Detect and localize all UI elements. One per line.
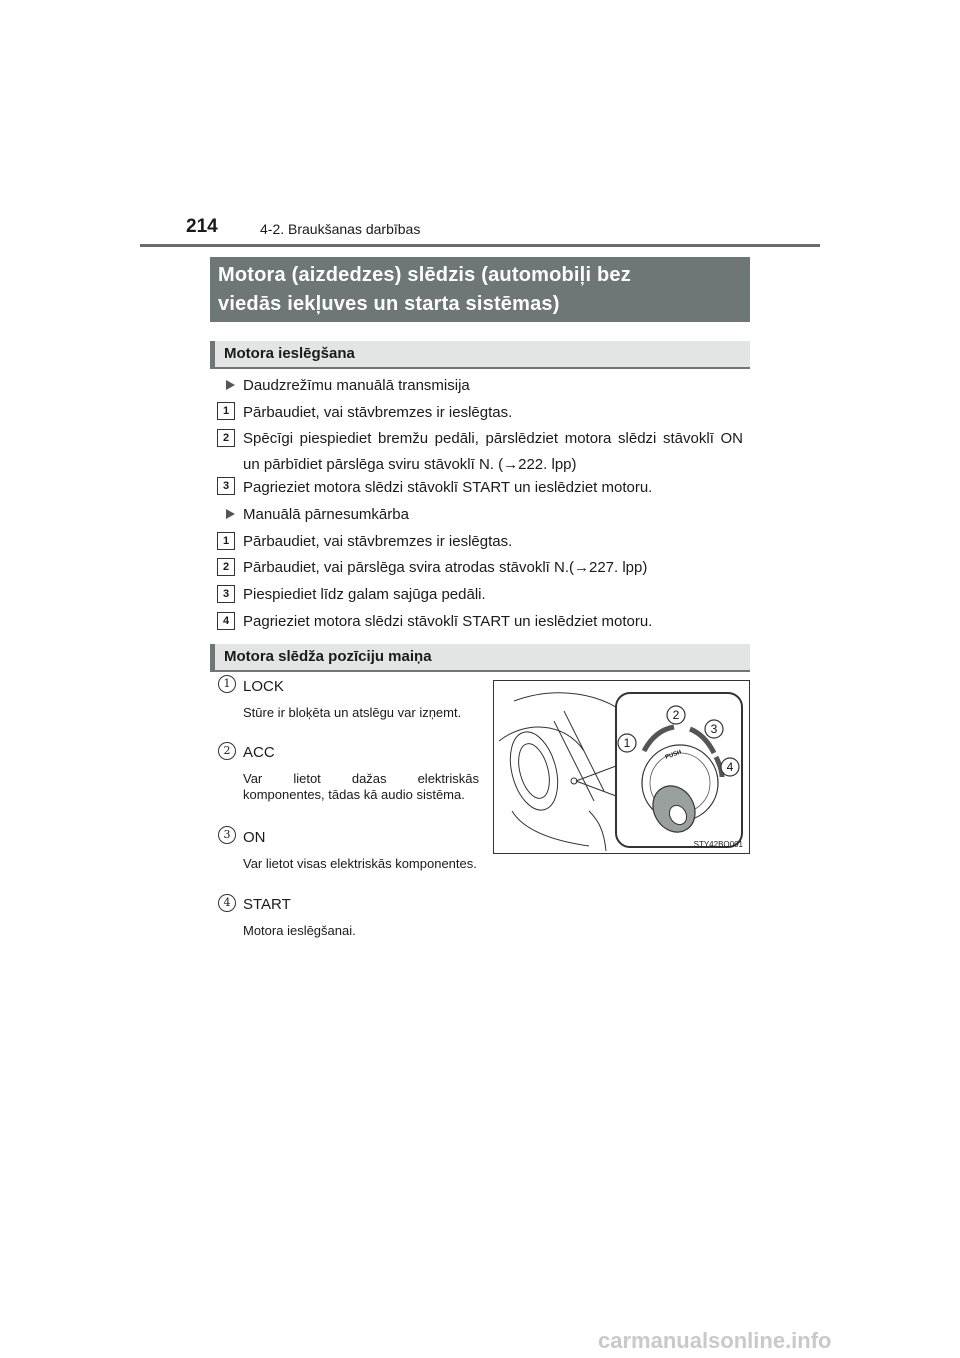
group-label-manual: [226, 506, 409, 523]
position-label-on: ON: [243, 829, 266, 846]
watermark: carmanualsonline.info: [598, 1328, 832, 1353]
step-badge: 3: [217, 585, 235, 603]
position-desc-lock: Stūre ir bloķēta un atslēgu var izņemt.: [243, 705, 462, 720]
triangle-bullet-icon: [226, 509, 235, 519]
step-text: Pagrieziet motora slēdzi stāvoklī START un ieslēdziet motoru.: [243, 613, 653, 630]
position-desc-acc: Var lietot dažas elektriskās komponentes, tādas kā audio sistēma.: [243, 771, 479, 802]
position-desc-start: Motora ieslēgšanai.: [243, 923, 356, 938]
step-text: Piespiediet līdz galam sajūga pedāli.: [243, 586, 486, 603]
figure-code: STY42BO001: [693, 840, 743, 849]
position-number-start: 4: [218, 894, 236, 912]
group-label-multimode: [226, 377, 470, 394]
section-heading-engine-start: [210, 341, 750, 369]
step-badge: 2: [217, 429, 235, 447]
page-title-line-2: viedās iekļuves un starta sistēmas): [218, 293, 560, 315]
group-label-text: Manuālā pārnesumkārba: [243, 506, 409, 523]
step-text: Pārbaudiet, vai stāvbremzes ir ieslēgtas.: [243, 533, 513, 550]
triangle-bullet-icon: [226, 380, 235, 390]
step-badge: 4: [217, 612, 235, 630]
step-badge: 1: [217, 402, 235, 420]
heading-accent-bar: [210, 644, 215, 670]
position-desc-on: Var lietot visas elektriskās komponentes.: [243, 856, 477, 871]
push-label: PUSH: [664, 749, 683, 761]
figure-callout: 1: [623, 736, 631, 750]
page-title-line-1: Motora (aizdedzes) slēdzis (automobiļi bez: [218, 264, 631, 286]
group-label-text: Daudzrežīmu manuālā transmisija: [243, 377, 470, 394]
position-label-start: START: [243, 896, 291, 913]
section-reference: 4-2. Braukšanas darbības: [260, 221, 421, 237]
ignition-illustration: [494, 681, 750, 854]
heading-accent-bar: [210, 341, 215, 367]
page-title: [210, 257, 750, 322]
step-text: Pārbaudiet, vai pārslēga svira atrodas stāvoklī N.(→227. lpp): [243, 559, 648, 576]
step-badge: 1: [217, 532, 235, 550]
section-heading-text: Motora slēdža pozīciju maiņa: [224, 648, 432, 665]
figure-callout: 3: [710, 722, 718, 736]
position-label-lock: LOCK: [243, 678, 284, 695]
header-rule: [140, 244, 820, 247]
step-badge: 2: [217, 558, 235, 576]
ignition-switch-figure: [493, 680, 750, 854]
position-number-lock: 1: [218, 675, 236, 693]
page-number: 214: [186, 216, 218, 237]
position-number-on: 3: [218, 826, 236, 844]
step-text: Pārbaudiet, vai stāvbremzes ir ieslēgtas.: [243, 404, 513, 421]
figure-callout: 2: [672, 708, 680, 722]
step-text: Spēcīgi piespiediet bremžu pedāli, pārslēdziet motora slēdzi stāvoklī ON un pārbīdiet pārslēga sviru stāvoklī N. (→222. lpp): [243, 430, 743, 473]
figure-callout: 4: [726, 760, 734, 774]
position-label-acc: ACC: [243, 744, 275, 761]
step-badge: 3: [217, 477, 235, 495]
position-number-acc: 2: [218, 742, 236, 760]
step-text: Pagrieziet motora slēdzi stāvoklī START un ieslēdziet motoru.: [243, 479, 653, 496]
section-heading-switch-positions: [210, 644, 750, 672]
section-heading-text: Motora ieslēgšana: [224, 345, 355, 362]
